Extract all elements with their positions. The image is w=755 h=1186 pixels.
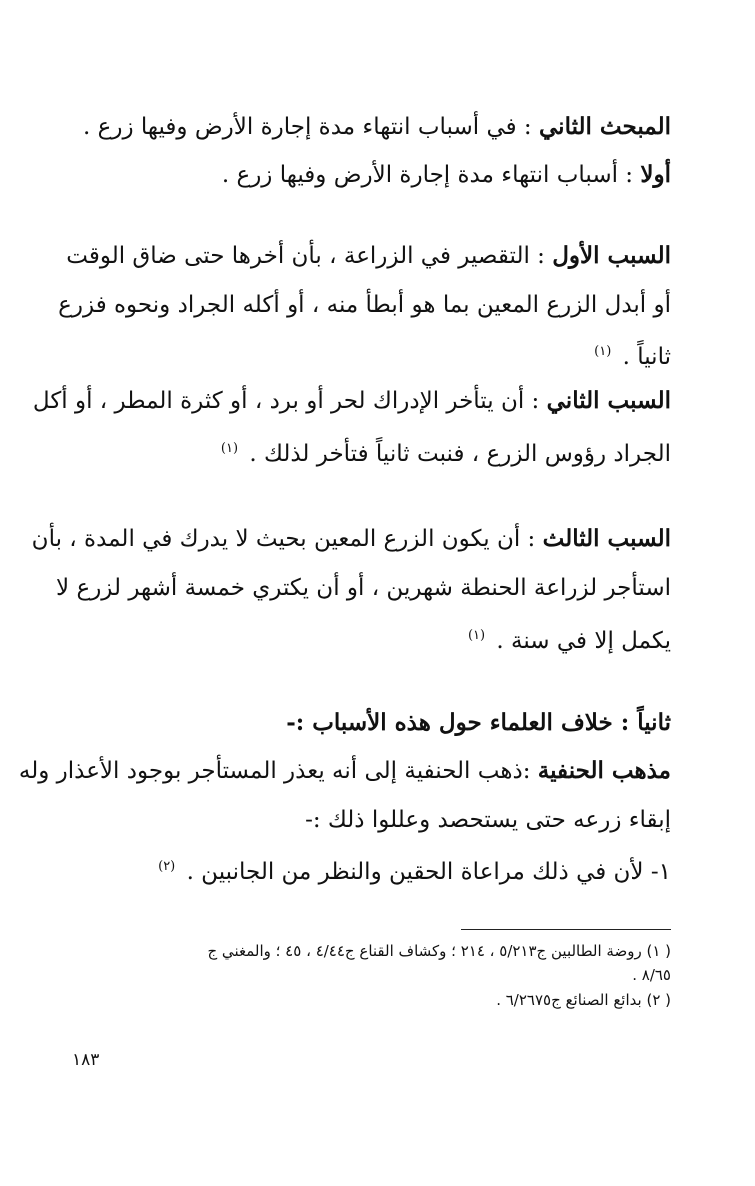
page-number: ١٨٣ — [72, 1050, 100, 1070]
cause1-line2: أو أبدل الزرع المعين بما هو أبطأ منه ، أو أكله الجراد ونحوه فزرع — [58, 292, 671, 318]
cause1-line3 — [78, 337, 671, 372]
cause2-text1: : أن يتأخر الإدراك لحر أو برد ، أو كثرة المطر ، أو أكل — [32, 388, 540, 414]
cause2-label: السبب الثاني — [546, 387, 671, 414]
footnote-1-line2: ٨/٦٥ . — [632, 966, 671, 984]
cause3-line3 — [78, 621, 671, 656]
hanafi-line2: إبقاء زرعه حتى يستحصد وعللوا ذلك :- — [305, 807, 671, 833]
hanafi-line3 — [78, 852, 671, 887]
cause2-line1 — [32, 386, 671, 416]
section-heading-text: : في أسباب انتهاء مدة إجارة الأرض وفيها زرع . — [83, 114, 532, 140]
first-heading-text: : أسباب انتهاء مدة إجارة الأرض وفيها زرع . — [221, 162, 634, 188]
cause2-footnote-ref: (١) — [220, 441, 239, 456]
first-heading-label: أولا — [640, 161, 671, 188]
cause1-text1: : التقصير في الزراعة ، بأن أخرها حتى ضاق الوقت — [66, 243, 545, 269]
footnote-2: ( ٢) بدائع الصنائع ج٦/٢٦٧٥ . — [496, 991, 671, 1009]
cause3-footnote-ref: (١) — [467, 628, 486, 643]
cause1-text3: ثانياً . — [622, 344, 671, 370]
cause3-text3: يكمل إلا في سنة . — [496, 628, 671, 654]
footnote-1-line1: ( ١) روضة الطالبين ج٥/٢١٣ ، ٢١٤ ؛ وكشاف القناع ج٤/٤٤ ، ٤٥ ؛ والمغني ج — [207, 942, 671, 960]
first-heading — [78, 160, 671, 190]
cause1-footnote-ref: (١) — [594, 344, 612, 359]
hanafi-footnote-ref: (٢) — [158, 859, 176, 874]
second-heading — [78, 708, 671, 738]
section-heading — [78, 112, 671, 142]
cause3-line2: استأجر لزراعة الحنطة شهرين ، أو أن يكتري خمسة أشهر لزرع لا — [56, 575, 671, 601]
cause3-label: السبب الثالث — [542, 525, 671, 552]
cause3-text1: : أن يكون الزرع المعين بحيث لا يدرك في المدة ، بأن — [31, 526, 536, 552]
cause2-text2: الجراد رؤوس الزرع ، فنبت ثانياً فتأخر لذلك . — [249, 441, 671, 467]
cause2-line2 — [78, 434, 671, 469]
second-heading-text: ثانياً : خلاف العلماء حول هذه الأسباب :- — [286, 709, 671, 736]
footnote-divider — [461, 929, 671, 930]
hanafi-text3: ١- لأن في ذلك مراعاة الحقين والنظر من الجانبين . — [186, 859, 671, 885]
cause1-line1 — [66, 241, 671, 271]
hanafi-line1 — [18, 756, 671, 786]
hanafi-label: مذهب الحنفية — [537, 757, 671, 784]
section-heading-label: المبحث الثاني — [539, 113, 671, 140]
cause3-line1 — [31, 524, 671, 554]
cause1-label: السبب الأول — [552, 242, 671, 269]
hanafi-text1: :ذهب الحنفية إلى أنه يعذر المستأجر بوجود الأعذار وله — [18, 758, 531, 784]
